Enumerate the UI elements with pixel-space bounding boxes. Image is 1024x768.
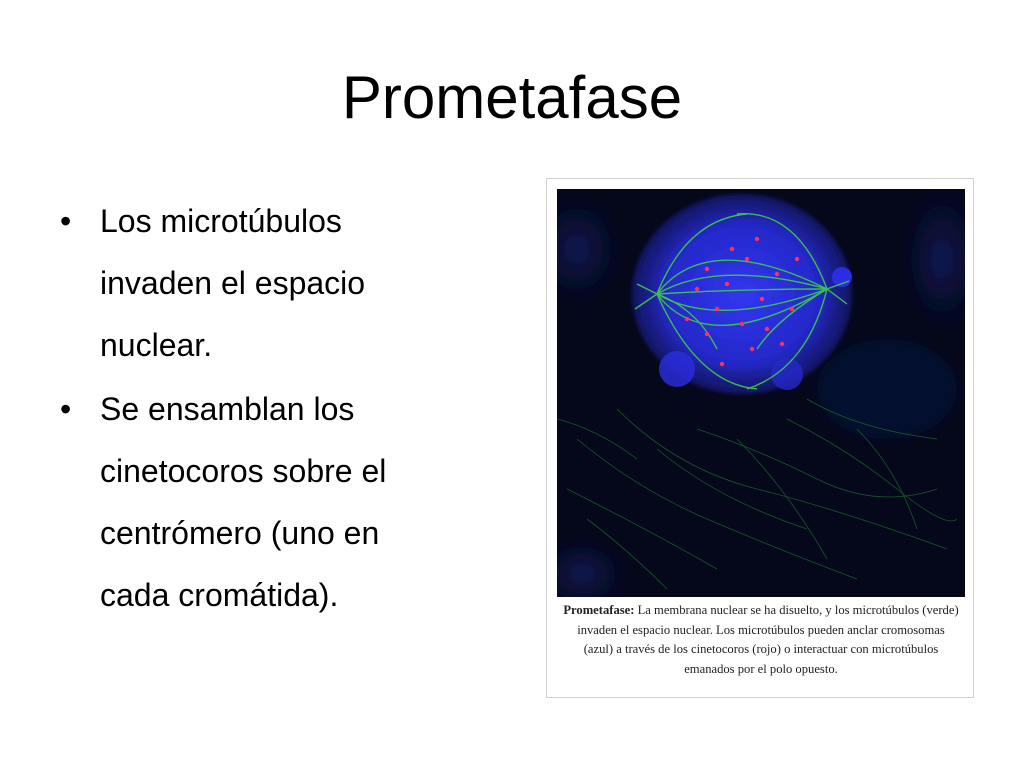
bullet-line: Se ensamblan los — [100, 391, 355, 427]
bullet-item — [60, 190, 490, 376]
slide-title: Prometafase — [341, 64, 683, 131]
bullet-item — [60, 378, 490, 626]
bullet-line: Los microtúbulos — [100, 203, 342, 239]
bullet-marker: • — [60, 391, 72, 427]
bullet-line: invaden el espacio — [100, 265, 366, 301]
bullet-line: cada cromátida). — [100, 577, 339, 613]
caption-heading: Prometafase: — [563, 603, 635, 617]
figure-panel — [546, 178, 974, 698]
bullet-line: centrómero (uno en — [100, 515, 380, 551]
bullet-line: nuclear. — [100, 327, 213, 363]
bullet-line: cinetocoros sobre el — [100, 453, 387, 489]
bullet-marker: • — [60, 203, 72, 239]
caption-body: La membrana nuclear se ha disuelto, y los microtúbulos (verde) invaden el espacio nuclear. Los microtúbulos pueden anclar cromosomas (azul) a través de los cinetocoros (rojo) o interactuar con microtúbulos emanados por el polo opuesto. — [577, 603, 959, 676]
microscopy-image — [557, 189, 965, 597]
figure-caption — [561, 601, 961, 679]
bullet-list — [60, 190, 490, 628]
